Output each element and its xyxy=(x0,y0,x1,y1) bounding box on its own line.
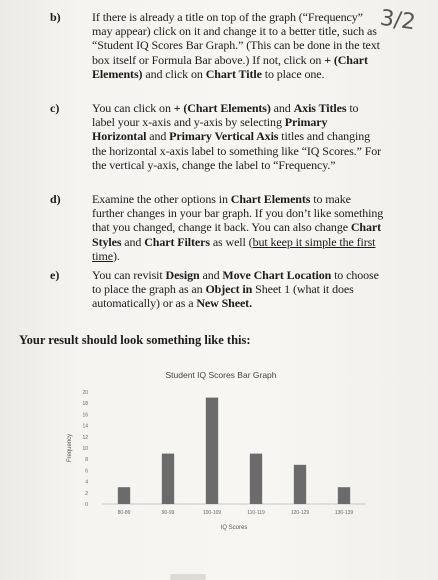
y-tick-label: 4 xyxy=(85,479,88,486)
item-marker: d) xyxy=(50,192,61,206)
page-footer-mark xyxy=(170,574,206,580)
bold-term: Axis Titles xyxy=(293,101,347,115)
x-tick-label: 80-89 xyxy=(117,510,131,516)
item-text xyxy=(92,192,384,263)
bold-term: Chart Filters xyxy=(144,234,210,249)
y-tick-label: 20 xyxy=(82,390,88,396)
x-tick-label: 120-129 xyxy=(290,510,310,516)
bold-term: Design xyxy=(165,268,200,282)
y-tick-label: 16 xyxy=(82,412,88,419)
x-tick-label: 100-109 xyxy=(202,510,222,516)
text-run: to label your x-axis and y-axis by selecting xyxy=(92,101,359,130)
text-run: to place one. xyxy=(261,66,325,81)
y-tick-label: 6 xyxy=(85,468,88,475)
chart-title: Student IQ Scores Bar Graph xyxy=(165,370,277,380)
text-run: to make further changes in your bar graph. If you don’t like something that you changed, change it back. You can also change xyxy=(92,192,384,235)
text-run: and xyxy=(146,129,170,144)
x-tick-label: 90-99 xyxy=(161,510,175,516)
item-marker: b) xyxy=(50,10,61,24)
text-run: and xyxy=(121,234,145,249)
bar-chart xyxy=(66,362,376,542)
bold-term: Move Chart Location xyxy=(222,268,332,282)
text-run: You can click on xyxy=(92,101,174,115)
item-text xyxy=(92,101,384,172)
item-text xyxy=(92,10,384,81)
bold-term: Object in xyxy=(205,282,253,297)
y-tick-label: 18 xyxy=(82,401,88,408)
y-tick-label: 12 xyxy=(82,434,88,441)
y-tick-label: 14 xyxy=(82,423,88,430)
underlined-text: but keep it simple the first time xyxy=(92,234,376,263)
text-run: If there is already a title on top of the graph (“Frequency” may appear) click on it and change it to a better title, such as “Student IQ Scores Bar Graph.” (This can be done in the text box itself or Formula Bar above.) If not, click on xyxy=(92,10,380,67)
y-axis-title: Frequency xyxy=(67,433,73,463)
item-marker: e) xyxy=(50,268,60,282)
bold-term: Chart Styles xyxy=(92,220,382,249)
bar-130-139 xyxy=(338,487,350,504)
chart-canvas xyxy=(66,362,376,542)
bold-term: + (Chart Elements) xyxy=(92,52,368,81)
bar-90-99 xyxy=(162,454,174,504)
bar-110-119 xyxy=(250,454,262,504)
bar-100-109 xyxy=(206,398,218,504)
bar-120-129 xyxy=(294,465,306,504)
text-run: Sheet 1 (what it does automatically) or as a xyxy=(92,282,354,311)
text-run: and xyxy=(270,101,294,115)
x-tick-label: 110-119 xyxy=(247,510,265,516)
bold-term: Chart Elements xyxy=(230,192,311,206)
handwritten-page-number: 3/2 xyxy=(378,5,417,36)
text-run: as well ( xyxy=(209,234,253,249)
text-run: ). xyxy=(112,248,120,263)
bold-term: Primary Horizontal xyxy=(92,115,328,144)
text-run: and xyxy=(199,268,223,282)
y-tick-label: 8 xyxy=(85,457,88,464)
item-text xyxy=(92,268,384,311)
bold-term: New Sheet. xyxy=(196,296,252,311)
text-run: to choose to place the graph as an xyxy=(92,268,379,297)
text-run: Examine the other options in xyxy=(92,192,231,206)
x-axis-title: IQ Scores xyxy=(220,525,248,531)
x-tick-label: 130-139 xyxy=(334,510,354,516)
text-run: and click on xyxy=(142,66,206,81)
y-tick-label: 10 xyxy=(82,446,88,452)
bold-term: Primary Vertical Axis xyxy=(169,129,279,144)
y-tick-label: 2 xyxy=(85,490,88,497)
item-marker: c) xyxy=(50,101,60,115)
text-run: You can revisit xyxy=(92,268,166,282)
bar-80-89 xyxy=(118,487,130,504)
text-run: titles and changing the horizontal x-axis label to something like “IQ Scores.” For the vertical y-axis, change the label to “Frequency.” xyxy=(92,129,382,172)
y-tick-label: 0 xyxy=(85,502,88,508)
bold-term: + (Chart Elements) xyxy=(173,101,271,115)
result-heading: Your result should look something like this: xyxy=(19,333,251,347)
bold-term: Chart Title xyxy=(205,66,262,81)
